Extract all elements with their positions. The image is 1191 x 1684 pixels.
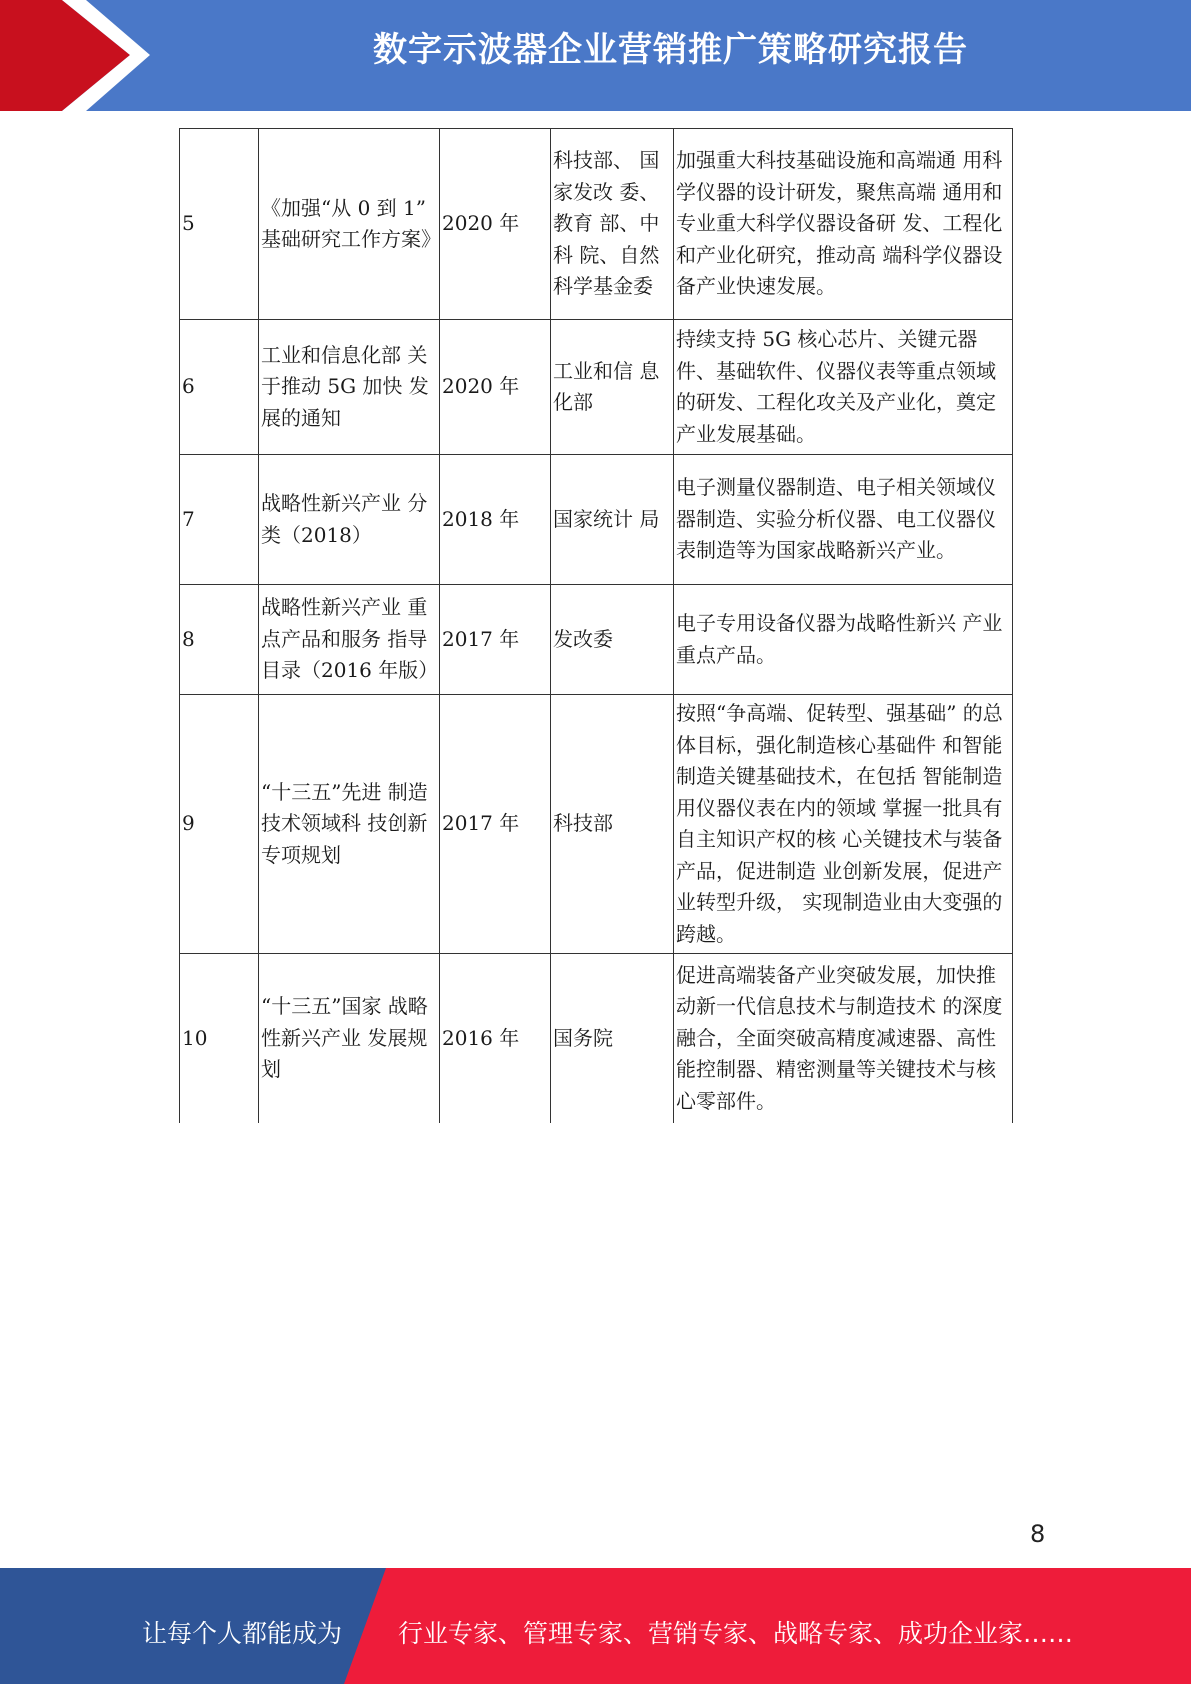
issuing-department: 科技部: [551, 695, 674, 954]
issuing-department: 发改委: [551, 585, 674, 695]
footer-slogan-left: 让每个人都能成为: [142, 1619, 343, 1648]
page-footer: [0, 1568, 1191, 1684]
policy-content: 电子测量仪器制造、电子相关领域仪器制造、实验分析仪器、电工仪器仪表制造等为国家战略新兴产业。: [674, 455, 1013, 585]
row-number: 6: [180, 320, 259, 455]
policy-name: “十三五”先进 制造技术领域科 技创新专项规划: [259, 695, 440, 954]
row-number: 8: [180, 585, 259, 695]
table-row: [180, 320, 1013, 455]
policy-name: 《加强“从 0 到 1” 基础研究工作方案》: [259, 129, 440, 320]
policy-name: “十三五”国家 战略性新兴产业 发展规划: [259, 954, 440, 1123]
row-number: 10: [180, 954, 259, 1123]
table-row: [180, 954, 1013, 1123]
policy-content: 持续支持 5G 核心芯片、关键元器件、基础软件、仪器仪表等重点领域的研发、工程化攻关及产业化，奠定产业发展基础。: [674, 320, 1013, 455]
issuing-department: 科技部、 国家发改 委、教育 部、中科 院、自然科学基金委: [551, 129, 674, 320]
issuing-department: 工业和信 息化部: [551, 320, 674, 455]
footer-slogan-right: 行业专家、管理专家、营销专家、战略专家、成功企业家……: [398, 1619, 1074, 1648]
policy-year: 2017 年: [440, 585, 551, 695]
policy-year: 2020 年: [440, 320, 551, 455]
report-title: 数字示波器企业营销推广策略研究报告: [373, 30, 968, 70]
row-number: 5: [180, 129, 259, 320]
table-row: [180, 695, 1013, 954]
policy-content: 电子专用设备仪器为战略性新兴 产业重点产品。: [674, 585, 1013, 695]
row-number: 7: [180, 455, 259, 585]
row-number: 9: [180, 695, 259, 954]
table-row: [180, 129, 1013, 320]
policy-table: [179, 128, 1012, 1123]
policy-content: 促进高端装备产业突破发展，加快推动新一代信息技术与制造技术 的深度融合，全面突破高精度减速器、高性能控制器、精密测量等关键技术与核心零部件。: [674, 954, 1013, 1123]
policy-year: 2020 年: [440, 129, 551, 320]
issuing-department: 国务院: [551, 954, 674, 1123]
policy-content: 加强重大科技基础设施和高端通 用科学仪器的设计研发，聚焦高端 通用和专业重大科学仪器设备研 发、工程化和产业化研究，推动高 端科学仪器设备产业快速发展。: [674, 129, 1013, 320]
issuing-department: 国家统计 局: [551, 455, 674, 585]
page-header: [0, 0, 1191, 111]
policy-year: 2018 年: [440, 455, 551, 585]
table-row: [180, 585, 1013, 695]
policy-name: 战略性新兴产业 重点产品和服务 指导目录（2016 年版）: [259, 585, 440, 695]
policy-name: 工业和信息化部 关于推动 5G 加快 发展的通知: [259, 320, 440, 455]
policy-year: 2016 年: [440, 954, 551, 1123]
page-number: 8: [1030, 1520, 1046, 1548]
policy-content: 按照“争高端、促转型、强基础” 的总体目标，强化制造核心基础件 和智能制造关键基础技术，在包括 智能制造用仪器仪表在内的领域 掌握一批具有自主知识产权的核 心关键技术与装备产品，促进制造 业创新发展，促进产业转型升级， 实现制造业由大变强的跨越。: [674, 695, 1013, 954]
table-row: [180, 455, 1013, 585]
policy-name: 战略性新兴产业 分类（2018）: [259, 455, 440, 585]
policy-year: 2017 年: [440, 695, 551, 954]
